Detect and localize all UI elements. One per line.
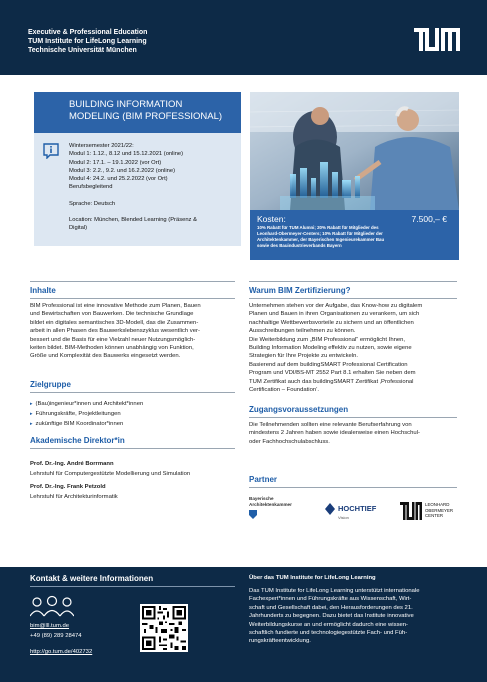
text-line: Fachexpert*innen und Führungskräfte aus Wissenschaft, Wirt- bbox=[249, 596, 412, 603]
list-item bbox=[30, 411, 121, 417]
divider bbox=[30, 298, 235, 299]
text-line: keiten bildet. BIM-Methoden können unabhängig von Funktion, bbox=[30, 345, 194, 352]
qr-code[interactable] bbox=[140, 604, 188, 652]
text-line: Ausschreibungen teilnehmen zu können. bbox=[249, 328, 356, 335]
arrow-bullet-icon: ▸ bbox=[30, 411, 33, 417]
divider bbox=[30, 448, 235, 449]
tum-logo bbox=[414, 28, 460, 51]
cost-box bbox=[250, 210, 459, 260]
text-line: rungskräfteentwicklung. bbox=[249, 638, 311, 645]
divider bbox=[30, 586, 235, 587]
text-line: Das TUM Institute for LifeLong Learning unterstützt internationale bbox=[249, 588, 420, 594]
cost-note-line: 10% Rabatt für TUM Alumni; 20% Rabatt für Mitglieder des bbox=[257, 225, 379, 230]
org-line: Executive & Professional Education bbox=[28, 29, 148, 36]
text-line: Strategien für Ihre Projekte zu entwickeln. bbox=[249, 353, 359, 360]
text-line: Größe und Komplexität des Bauwerks eingesetzt werden. bbox=[30, 353, 181, 360]
arrow-bullet-icon: ▸ bbox=[30, 421, 33, 427]
logo-text: CENTER bbox=[425, 513, 444, 518]
ueber-heading: Über das TUM Institute for LifeLong Learning bbox=[249, 575, 376, 581]
module-item: Modul 2: 17.1. – 19.1.2022 (vor Ort) bbox=[69, 159, 162, 166]
semester-label: Wintersemester 2021/22: bbox=[69, 143, 134, 149]
module-item: Modul 1: 1.12., 8.12 und 15.12.2021 (online) bbox=[69, 151, 184, 158]
text-line: bildet ein digitales semantisches 3D-Modell, das die Zusammen- bbox=[30, 319, 199, 326]
shield-icon bbox=[249, 510, 257, 519]
text-line: bessert und die Basis für eine Vielzahl neuer Nutzungsmöglich- bbox=[30, 336, 196, 343]
kontakt-heading: Kontakt & weitere Informationen bbox=[30, 574, 154, 583]
course-title-line: MODELING (BIM PROFESSIONAL) bbox=[69, 111, 223, 122]
cost-discount-note bbox=[257, 225, 452, 249]
text-line: Planen und Bauen in ihren Organisationen zu verankern, um sich bbox=[249, 311, 420, 318]
text-line: nachhaltige Wettbewerbsvorteile zu sichern und an öffentlichen bbox=[249, 319, 414, 326]
logo-text: HOCHTIEF bbox=[338, 504, 377, 513]
text-line: schaftlich fundierte und technologiegestützte Fach- und Füh- bbox=[249, 630, 408, 637]
text-line: Die Weiterbildung zum „BIM Professional“ ermöglicht Ihnen, bbox=[249, 336, 406, 343]
leonhard-obermeyer-center-logo bbox=[400, 500, 460, 522]
hochtief-logo bbox=[325, 501, 385, 523]
logo-text: LEONHARD bbox=[425, 502, 450, 507]
cost-note-line: Leonhard-Obermeyer-Centers; 10% Rabatt für Mitglieder der bbox=[257, 231, 383, 236]
text-line: Unternehmen stehen vor der Aufgabe, das Know-how zu digitalem bbox=[249, 303, 423, 309]
inhalte-text bbox=[30, 302, 201, 361]
warum-heading: Warum BIM Zertifizierung? bbox=[249, 286, 351, 295]
zugang-heading: Zugangsvoraussetzungen bbox=[249, 405, 349, 414]
logo-text-block bbox=[425, 502, 453, 519]
text-line: mindestens 2 Jahren haben sowie idealerweise einen Hochschul- bbox=[249, 430, 420, 437]
cost-note-line: Architektenkammer, der Bayerischen Ingenieurekammer Bau bbox=[257, 237, 385, 242]
cost-note-line: sowie des Bauindustrieverbands Bayern bbox=[257, 243, 342, 248]
info-icon bbox=[43, 143, 59, 159]
text-line: schaft und Gesellschaft dabei, den Herausforderungen des 21. bbox=[249, 604, 413, 611]
list-item bbox=[30, 421, 123, 427]
text-line: TUM Zertifikat auch das buildingSMART Zertifikat ‚Professional bbox=[249, 378, 414, 385]
divider bbox=[249, 298, 457, 299]
text-line: Weiterbildungskurse an und ermöglicht dadurch eine wissen- bbox=[249, 621, 409, 628]
course-details bbox=[69, 142, 197, 233]
logo-text: OBERMEYER bbox=[425, 507, 454, 513]
partner-heading: Partner bbox=[249, 475, 278, 484]
zugang-text bbox=[249, 421, 420, 446]
warum-text bbox=[249, 302, 422, 394]
zielgruppe-heading: Zielgruppe bbox=[30, 380, 71, 389]
text-line: oder Fachhochschulabschluss. bbox=[249, 438, 330, 445]
org-line: TUM Institute for LifeLong Learning bbox=[28, 38, 147, 45]
module-item: Modul 3: 2.2., 9.2. und 16.2.2022 (online) bbox=[69, 167, 176, 174]
org-line: Technische Universität München bbox=[28, 47, 137, 54]
divider bbox=[30, 281, 235, 282]
inhalte-heading: Inhalte bbox=[30, 286, 56, 295]
arrow-bullet-icon: ▸ bbox=[30, 401, 33, 407]
text-line: Basierend auf dem buildingSMART Professional Certification bbox=[249, 361, 408, 368]
location-line: Digital) bbox=[69, 225, 88, 232]
divider bbox=[249, 417, 457, 418]
info-url-link[interactable]: http://go.tum.de/402732 bbox=[30, 649, 93, 655]
location-line: Location: München, Blended Learning (Präsenz & bbox=[69, 217, 197, 224]
director-name: Prof. Dr.-Ing. Frank Petzold bbox=[30, 484, 106, 490]
text-line: arbeit in allen Phasen des Bauwerkslebenszyklus wesentlich ver- bbox=[30, 328, 200, 335]
list-item-label: zukünftige BIM Koordinator*innen bbox=[35, 421, 124, 427]
list-item-label: Führungskräfte, Projektleitungen bbox=[35, 411, 121, 417]
text-line: Die Teilnehmenden sollten eine relevante Berufserfahrung von bbox=[249, 422, 412, 428]
language: Sprache: Deutsch bbox=[69, 200, 116, 207]
hero-photo bbox=[250, 92, 459, 210]
course-info-box bbox=[34, 133, 241, 246]
tum-mark-icon bbox=[400, 502, 422, 520]
director-name: Prof. Dr.-Ing. André Borrmann bbox=[30, 461, 114, 467]
email-link[interactable]: bim@lll.tum.de bbox=[30, 623, 70, 629]
phone-number: +49 (89) 289 28474 bbox=[30, 633, 82, 639]
divider bbox=[249, 281, 457, 282]
logo-text: Vision bbox=[338, 515, 349, 520]
list-item-label: (Bau)ingenieur*innen und Architekt*innen bbox=[35, 401, 144, 407]
text-line: Certification – Foundation‘. bbox=[249, 387, 320, 394]
course-title-line: BUILDING INFORMATION bbox=[69, 99, 183, 110]
list-item bbox=[30, 401, 143, 407]
divider bbox=[249, 487, 457, 488]
direktor-heading: Akademische Direktor*in bbox=[30, 436, 125, 445]
org-name bbox=[28, 28, 147, 55]
text-line: Building Information Modeling effektiv zu nutzen, sowie eigene bbox=[249, 345, 412, 352]
director-role: Lehrstuhl für Computergestützte Modellierung und Simulation bbox=[30, 471, 191, 477]
text-line: und Bewirtschaften von Bauwerken. Die technische Grundlage bbox=[30, 311, 194, 318]
ueber-text bbox=[249, 587, 420, 646]
logo-text: Architektenkammer bbox=[249, 502, 292, 507]
logo-text: Bayerische bbox=[249, 496, 274, 501]
text-line: Jahrhunderts zu begegnen. Dazu bietet das Institute innovative bbox=[249, 613, 414, 620]
study-mode: Berufsbegleitend bbox=[69, 184, 113, 191]
text-line: Program und VDI/BS-MT 2552 Part 8.1 erhalten Sie neben dem bbox=[249, 370, 416, 377]
module-item: Modul 4: 24.2. und 25.2.2022 (vor Ort) bbox=[69, 176, 168, 183]
hochtief-mark-icon bbox=[325, 503, 335, 515]
cost-label: Kosten: bbox=[257, 214, 286, 224]
cost-price: 7.500,– € bbox=[411, 214, 447, 224]
text-line: BIM Professional ist eine innovative Methode zum Planen, Bauen bbox=[30, 303, 201, 309]
divider bbox=[30, 392, 235, 393]
course-title bbox=[34, 92, 241, 133]
bayerische-architektenkammer-logo bbox=[249, 496, 292, 521]
director-role: Lehrstuhl für Architekturinformatik bbox=[30, 494, 118, 500]
people-icon bbox=[30, 595, 74, 617]
